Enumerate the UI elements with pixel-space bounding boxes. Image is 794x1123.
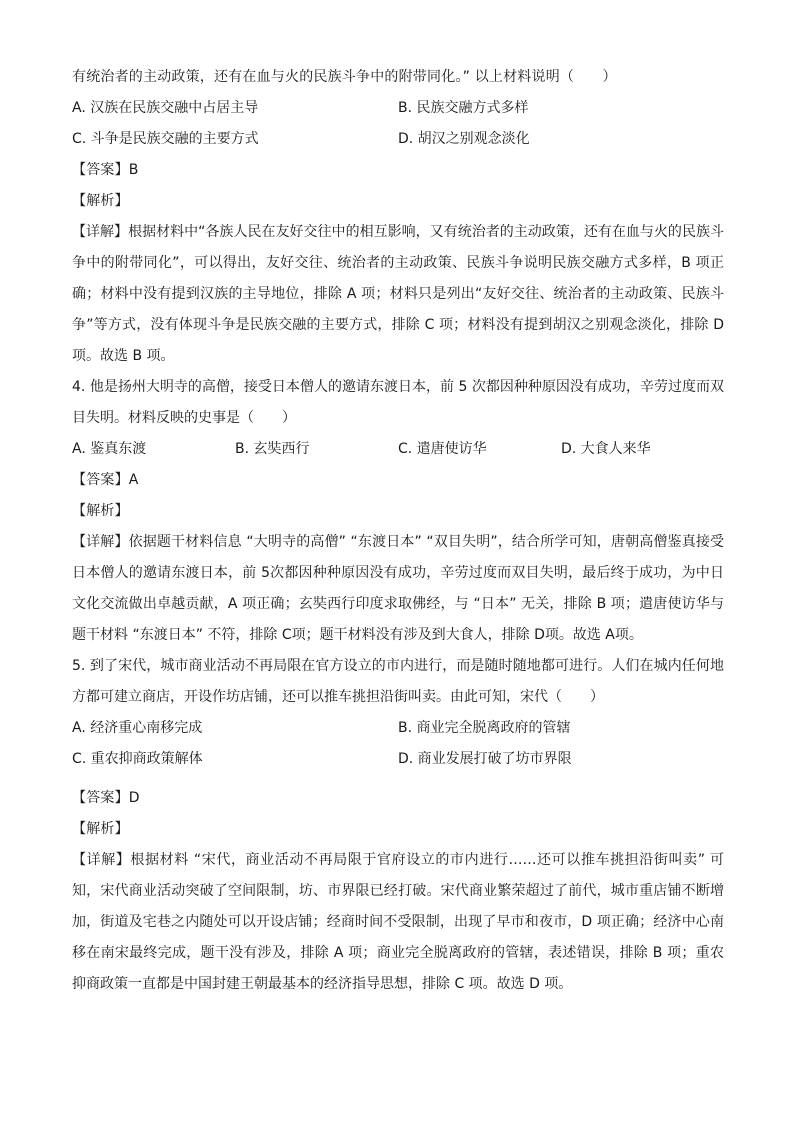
q3-options-row-1 (72, 93, 724, 124)
q3-detail: 【详解】根据材料中“各族人民在友好交往中的相互影响，又有统治者的主动政策，还有在血与火的民族斗争中的附带同化”，可以得出，友好交往、统治者的主动政策、民族斗争说明民族交融方式多样，B 项正确；材料中没有提到汉族的主导地位，排除 A 项；材料只是列出“友好交往、统治者的主动政策、民族斗争”等方式，没有体现斗争是民族交融的主要方式，排除 C 项；材料没有提到胡汉之别观念淡化，排除 D 项。故选 B 项。 (72, 224, 724, 364)
q4-options-row (72, 434, 724, 465)
q5-options-row-1 (72, 713, 724, 744)
exam-page (72, 62, 724, 1000)
q5-option-c: C. 重农抑商政策解体 (72, 751, 203, 767)
q5-answer: 【答案】D (72, 790, 140, 806)
q3-option-c: C. 斗争是民族交融的主要方式 (72, 131, 259, 147)
q3-option-d: D. 胡汉之别观念淡化 (398, 131, 530, 147)
q5-analysis-label: 【解析】 (72, 821, 129, 837)
q5-options-row-2 (72, 744, 724, 775)
q3-options-row-2 (72, 124, 724, 155)
q4-detail: 【详解】依据题干材料信息 “大明寺的高僧” “东渡日本” “双目失明”，结合所学可知，唐朝高僧鉴真接受日本僧人的邀请东渡日本，前 5次都因种种原因没有成功，辛劳过度而双目失明，最后终于成功，为中日文化交流做出卓越贡献，A 项正确；玄奘西行印度求取佛经，与 “日本” 无关，排除 B 项；遣唐使访华与题干材料 “东渡日本” 不符，排除 C项；题干材料没有涉及到大食人，排除 D项。故选 A项。 (72, 534, 724, 643)
q4-answer: 【答案】A (72, 472, 139, 488)
q3-analysis-label: 【解析】 (72, 193, 129, 209)
q4-stem: 4. 他是扬州大明寺的高僧，接受日本僧人的邀请东渡日本，前 5 次都因种种原因没有成功，辛劳过度而双目失明。材料反映的史事是（ ） (72, 379, 724, 426)
q5-option-b: B. 商业完全脱离政府的管辖 (398, 720, 571, 736)
q3-answer: 【答案】B (72, 162, 139, 178)
q3-stem-tail: 有统治者的主动政策，还有在血与火的民族斗争中的附带同化。” 以上材料说明（ ） (72, 69, 617, 85)
q4-option-b: B. 玄奘西行 (235, 441, 310, 457)
q4-analysis-label: 【解析】 (72, 503, 129, 519)
q5-detail: 【详解】根据材料 “宋代，商业活动不再局限于官府设立的市内进行……还可以推车挑担沿街叫卖” 可知，宋代商业活动突破了空间限制，坊、市界限已经打破。宋代商业繁荣超过了前代，城市重店铺不断增加，街道及宅巷之内随处可以开设店铺；经商时间不受限制，出现了早市和夜市，D 项正确；经济中心南移在南宋最终完成，题干没有涉及，排除 A 项；商业完全脱离政府的管辖，表述错误，排除 B 项；重农抑商政策一直都是中国封建王朝最基本的经济指导思想，排除 C 项。故选 D 项。 (72, 852, 724, 992)
q4-option-d: D. 大食人来华 (561, 441, 651, 457)
q4-option-c: C. 遣唐使访华 (398, 441, 487, 457)
spacer (72, 775, 724, 783)
q4-option-a: A. 鉴真东渡 (72, 441, 147, 457)
q3-option-a: A. 汉族在民族交融中占居主导 (72, 100, 259, 116)
q5-option-a: A. 经济重心南移完成 (72, 720, 203, 736)
q5-stem: 5. 到了宋代，城市商业活动不再局限在官方设立的市内进行，而是随时随地都可进行。人们在城内任何地方都可建立商店，开设作坊店铺，还可以推车挑担沿街叫卖。由此可知，宋代（ ） (72, 658, 724, 705)
q5-option-d: D. 商业发展打破了坊市界限 (398, 751, 572, 767)
q3-option-b: B. 民族交融方式多样 (398, 100, 529, 116)
